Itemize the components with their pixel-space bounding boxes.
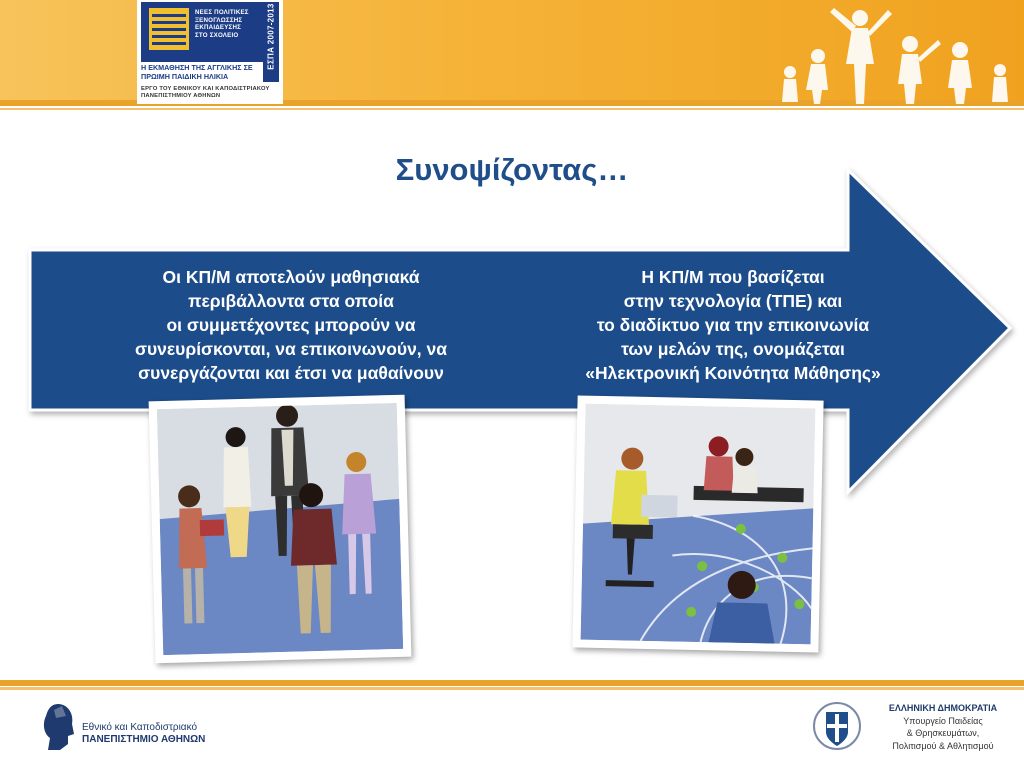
ministry-name-line: Πολιτισμού & Αθλητισμού <box>892 740 994 751</box>
program-footer-line: ΕΡΓΟ ΤΟΥ ΕΘΝΙΚΟΥ ΚΑΙ ΚΑΠΟΔΙΣΤΡΙΑΚΟΥ <box>141 86 270 92</box>
text-line: το διαδίκτυο για την επικοινωνία <box>596 315 870 335</box>
text-line: συνευρίσκονται, να επικοινωνούν, να <box>134 339 448 359</box>
university-name <box>82 722 205 746</box>
athena-head-logo-icon <box>40 702 76 752</box>
people-group-illustration <box>149 395 412 664</box>
university-name-line: Εθνικό και Καποδιστριακό <box>82 722 198 733</box>
text-line: περιβάλλοντα στα οποία <box>188 291 394 311</box>
program-name-line: ΣΤΟ ΣΧΟΛΕΙΟ <box>195 31 239 39</box>
university-name-line: ΠΑΝΕΠΙΣΤΗΜΙΟ ΑΘΗΝΩΝ <box>82 734 206 745</box>
text-line: στην τεχνολογία (ΤΠΕ) και <box>623 291 843 311</box>
people-group-image <box>157 403 403 655</box>
footer-divider <box>0 680 1024 686</box>
program-subtitle-line: Η ΕΚΜΑΘΗΣΗ ΤΗΣ ΑΓΓΛΙΚΗΣ ΣΕ <box>141 63 253 72</box>
slide-title: Συνοψίζοντας… <box>395 152 629 187</box>
elearning-network-image <box>581 404 816 645</box>
program-name-line: ΝΕΕΣ ΠΟΛΙΤΙΚΕΣ <box>195 9 249 16</box>
program-name-line: ΕΚΠΑΙΔΕΥΣΗΣ <box>195 24 242 31</box>
arrow-right-text <box>548 265 918 385</box>
elearning-network-illustration <box>572 395 823 652</box>
program-name-line: ΞΕΝΟΓΛΩΣΣΗΣ <box>195 16 243 24</box>
footer-divider-thin <box>0 687 1024 690</box>
greek-emblem-icon <box>812 700 862 752</box>
espa-label: ΕΣΠΑ 2007-2013 <box>266 3 276 70</box>
arrow-left-text <box>96 265 486 385</box>
ministry-name-line: Υπουργείο Παιδείας <box>903 715 983 726</box>
ministry-name-line: & Θρησκευμάτων, <box>906 728 980 738</box>
ministry-name <box>868 702 1018 752</box>
text-line: οι συμμετέχοντες μπορούν να <box>166 315 416 335</box>
text-line: Η ΚΠ/Μ που βασίζεται <box>641 267 825 287</box>
text-line: συνεργάζονται και έτσι να μαθαίνουν <box>138 363 444 383</box>
ministry-name-line: ΕΛΛΗΝΙΚΗ ΔΗΜΟΚΡΑΤΙΑ <box>888 703 998 713</box>
text-line: «Ηλεκτρονική Κοινότητα Μάθησης» <box>585 363 881 383</box>
program-subtitle-line: ΠΡΩΙΜΗ ΠΑΙΔΙΚΗ ΗΛΙΚΙΑ <box>141 71 229 81</box>
program-footer-line: ΠΑΝΕΠΙΣΤΗΜΙΟΥ ΑΘΗΝΩΝ <box>141 93 221 99</box>
text-line: των μελών της, ονομάζεται <box>621 339 845 359</box>
text-line: Οι ΚΠ/Μ αποτελούν μαθησιακά <box>162 267 420 287</box>
